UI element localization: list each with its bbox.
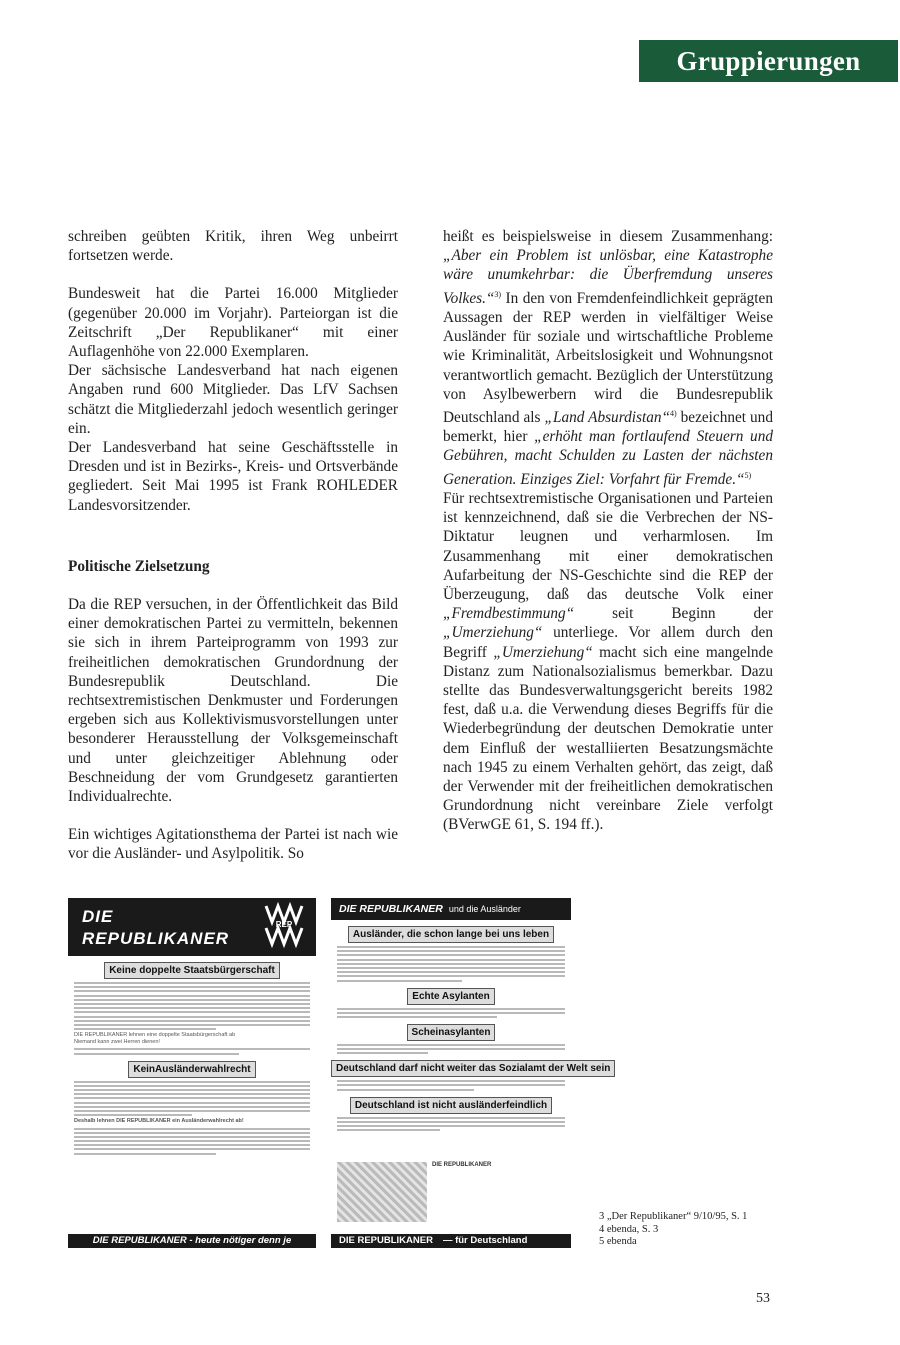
flyer-reply-form bbox=[337, 1156, 563, 1226]
flyer-section-heading: Echte Asylanten bbox=[407, 988, 494, 1005]
footnote: 5 ebenda bbox=[599, 1236, 637, 1247]
flyer-footer: DIE REPUBLIKANER — für Deutschland bbox=[331, 1234, 571, 1248]
flyer-text-block bbox=[331, 1080, 571, 1090]
right-column bbox=[443, 227, 773, 835]
brand-line: REPUBLIKANER bbox=[82, 929, 230, 948]
paragraph: Da die REP versuchen, in der Öffentlichkeit das Bild einer demokratischen Partei zu vermitteln, bekennen sie sich in ihrem Parteiprogramm von 1993 zur freiheitlichen demokratischen Grundordnung der Bundesrepublik Deutschland. Die rechtsextremistischen Denkmuster und Forderungen ergeben sich aus Kollektivismusvorstellungen unter besonderer Herausstellung der Volksgemeinschaft und unter gleichzeitiger Ablehnung oder Beschneidung der vom Grundgesetz garantierten Individualrechte. bbox=[68, 596, 398, 806]
paragraph: Bundesweit hat die Partei 16.000 Mitglieder (gegenüber 20.000 im Vorjahr). Parteiorgan ist die Zeitschrift „Der Republikaner“ mit einer Auflagenhöhe von 22.000 Exemplaren. bbox=[68, 285, 398, 361]
flyer-section-heading: Deutschland ist nicht ausländerfeindlich bbox=[350, 1097, 552, 1114]
flyer-staatsbuergerschaft bbox=[68, 898, 316, 1248]
flyer-text-block bbox=[68, 1081, 316, 1117]
section-header: Gruppierungen bbox=[639, 40, 898, 82]
flyer-section-heading: Deutschland darf nicht weiter das Sozialamt der Welt sein bbox=[331, 1060, 615, 1077]
paragraph: Für rechtsextremistische Organisationen und Parteien ist kennzeichnend, daß sie die Verbrechen der NS-Diktatur leugnen und verharmlosen. Im Zusammenhang mit einer demokratischen Aufarbeitung der NS-Geschichte sind die REP der Überzeugung, daß das deutsche Volk einer „Fremdbestimmung“ seit Beginn der „Umerziehung“ unterliege. Vor allem durch den Begriff „Umerziehung“ macht sich eine mangelnde Distanz zum Nationalsozialismus bemerkbar. Dazu stellte das Bundesverwaltungsgericht bereits 1982 fest, daß u.a. die Verwendung dieses Begriffs für die Wiederbegründung der deutschen Demokratie unter dem Einfluß der westalliierten Besatzungsmächte nach 1945 zu einem Verhalten gehört, das zeigt, daß der Verwender mit der freiheitlichen demokratischen Grundordnung nicht vereinbare Ziele verfolgt (BVerwGE 61, S. 194 ff.). bbox=[443, 489, 773, 834]
flyer-section-heading: KeinAusländerwahlrecht bbox=[128, 1061, 255, 1078]
paragraph: Ein wichtiges Agitationsthema der Partei ist nach wie vor die Ausländer- und Asylpolitik. So bbox=[68, 826, 398, 863]
flyer-text-block bbox=[68, 1128, 316, 1155]
flyer-text-block bbox=[331, 946, 571, 982]
flyer-banner bbox=[68, 898, 316, 956]
flyer-section-heading: Scheinasylanten bbox=[407, 1024, 496, 1041]
footnotes bbox=[599, 1211, 779, 1249]
flyer-text-block bbox=[68, 982, 316, 1030]
flyer-demand: Deshalb lehnen DIE REPUBLIKANER ein Ausländerwahlrecht ab! bbox=[74, 1118, 244, 1125]
footnote: 4 ebenda, S. 3 bbox=[599, 1223, 659, 1235]
flyer-bullet: DIE REPUBLIKANER lehnen eine doppelte Staatsbürgerschaft ab bbox=[74, 1032, 236, 1039]
flyer-text-block bbox=[331, 1008, 571, 1018]
paragraph: Der sächsische Landesverband hat nach eigenen Angaben rund 600 Mitglieder. Das LfV Sachsen schätzt die Mitgliederzahl jedoch wesentlich geringer ein. bbox=[68, 362, 398, 437]
flyer-section-heading: Ausländer, die schon lange bei uns leben bbox=[348, 926, 554, 943]
flyer-auslaender bbox=[331, 898, 611, 1248]
flyer-footer: DIE REPUBLIKANER - heute nötiger denn je bbox=[68, 1234, 316, 1248]
page-number: 53 bbox=[756, 1291, 770, 1306]
brand-line: DIE bbox=[82, 907, 114, 926]
rep-logo-icon bbox=[264, 904, 304, 950]
paragraph: schreiben geübten Kritik, ihren Weg unbeirrt fortsetzen werde. bbox=[68, 228, 398, 265]
paragraph: heißt es beispielsweise in diesem Zusammenhang: „Aber ein Problem ist unlösbar, eine Katastrophe wäre unumkehrbar: die Überfremdung unseres Volkes.“$^{3)}$ In den von Fremdenfeindlichkeit geprägten Aussagen der REP werden in vielfältiger Weise Ausländer für soziale und wirtschaftliche Probleme wie Kriminalität, Arbeitslosigkeit und Wohnungsnot verantwortlich gemacht. Bezüglich der Unterstützung von Asylbewerbern wird die Bundesrepublik Deutschland als „Land Absurdistan“$^{4)}$ bezeichnet und bemerkt, hier „erhöht man fortlaufend Steuern und Gebühren, macht Schulden zu Lasten der nächsten Generation. Einziges Ziel: Vorfahrt für Fremde.“$^{5)}$ bbox=[443, 228, 773, 488]
flyer-text-block bbox=[331, 1044, 571, 1054]
footnote: 3 „Der Republikaner“ 9/10/95, S. 1 bbox=[599, 1211, 748, 1222]
flyer-section-heading: Keine doppelte Staatsbürgerschaft bbox=[104, 962, 280, 979]
flyer-bullet: Niemand kann zwei Herren dienen! bbox=[74, 1039, 160, 1046]
paragraph: Der Landesverband hat seine Geschäftsstelle in Dresden und ist in Bezirks-, Kreis- und Ortsverbände gegliedert. Seit Mai 1995 ist Frank ROHLEDER Landesvorsitzender. bbox=[68, 439, 398, 514]
flyer-text-block bbox=[331, 1117, 571, 1132]
flyer-text-block bbox=[68, 1048, 316, 1054]
section-heading: Politische Zielsetzung bbox=[68, 557, 210, 575]
svg-text:REP: REP bbox=[275, 920, 293, 929]
blurred-address bbox=[337, 1162, 427, 1222]
flyer-banner: DIE REPUBLIKANER und die Ausländer bbox=[331, 898, 571, 920]
form-label: DIE REPUBLIKANER bbox=[432, 1162, 492, 1168]
left-column bbox=[68, 227, 398, 864]
